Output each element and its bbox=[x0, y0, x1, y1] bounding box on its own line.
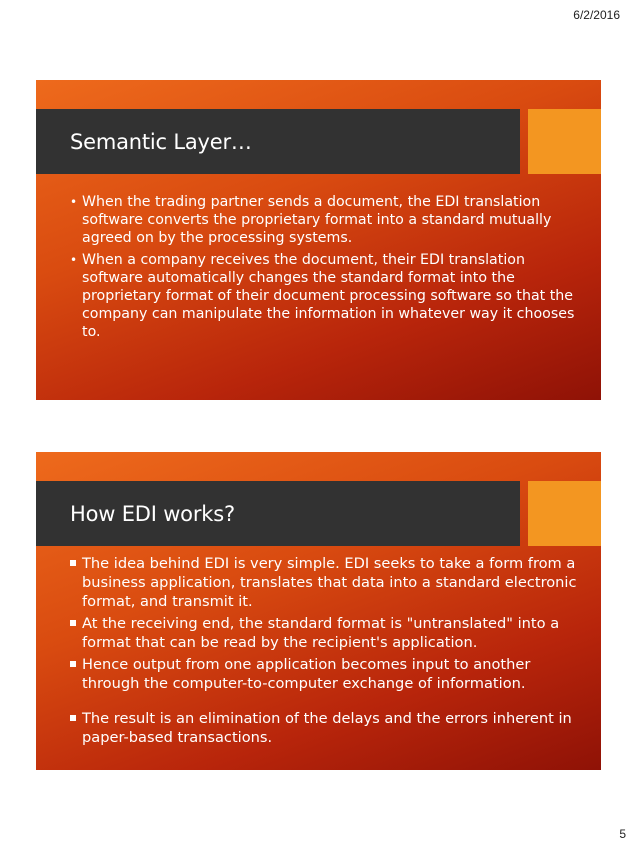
slide-semantic-layer bbox=[36, 80, 601, 400]
square-bullet-icon bbox=[70, 620, 76, 626]
bullet-item bbox=[70, 709, 577, 747]
accent-block bbox=[528, 109, 601, 174]
slide-how-edi-works bbox=[36, 452, 601, 770]
bullet-item bbox=[70, 614, 577, 652]
slide-title: Semantic Layer… bbox=[70, 129, 252, 154]
page-date: 6/2/2016 bbox=[573, 8, 620, 22]
bullet-list bbox=[70, 193, 577, 345]
slide-title-bar bbox=[36, 481, 520, 546]
slide-title: How EDI works? bbox=[70, 501, 235, 526]
bullet-text: Hence output from one application becomes input to another through the computer-to-computer exchange of information. bbox=[82, 656, 531, 692]
square-bullet-icon bbox=[70, 715, 76, 721]
square-bullet-icon bbox=[70, 661, 76, 667]
bullet-dot-icon: • bbox=[70, 253, 78, 267]
bullet-list bbox=[70, 554, 577, 750]
bullet-text: The result is an elimination of the delays and the errors inherent in paper-based transactions. bbox=[82, 710, 572, 746]
square-bullet-icon bbox=[70, 560, 76, 566]
accent-block bbox=[528, 481, 601, 546]
bullet-text: When the trading partner sends a document, the EDI translation software converts the proprietary format into a standard mutually agreed on by the processing systems. bbox=[82, 194, 552, 246]
bullet-dot-icon: • bbox=[70, 195, 78, 209]
bullet-text: At the receiving end, the standard format is "untranslated" into a format that can be read by the recipient's application. bbox=[82, 615, 560, 651]
page-number: 5 bbox=[619, 827, 626, 841]
bullet-item bbox=[70, 193, 577, 247]
bullet-item bbox=[70, 554, 577, 611]
bullet-item bbox=[70, 655, 577, 693]
bullet-text: When a company receives the document, their EDI translation software automatically changes the standard format into the proprietary format of their document processing software so that the company can manipulate the information in whatever way it chooses to. bbox=[82, 252, 575, 340]
slide-title-bar bbox=[36, 109, 520, 174]
bullet-item bbox=[70, 251, 577, 341]
bullet-text: The idea behind EDI is very simple. EDI seeks to take a form from a business application, translates that data into a standard electronic format, and transmit it. bbox=[82, 555, 577, 610]
